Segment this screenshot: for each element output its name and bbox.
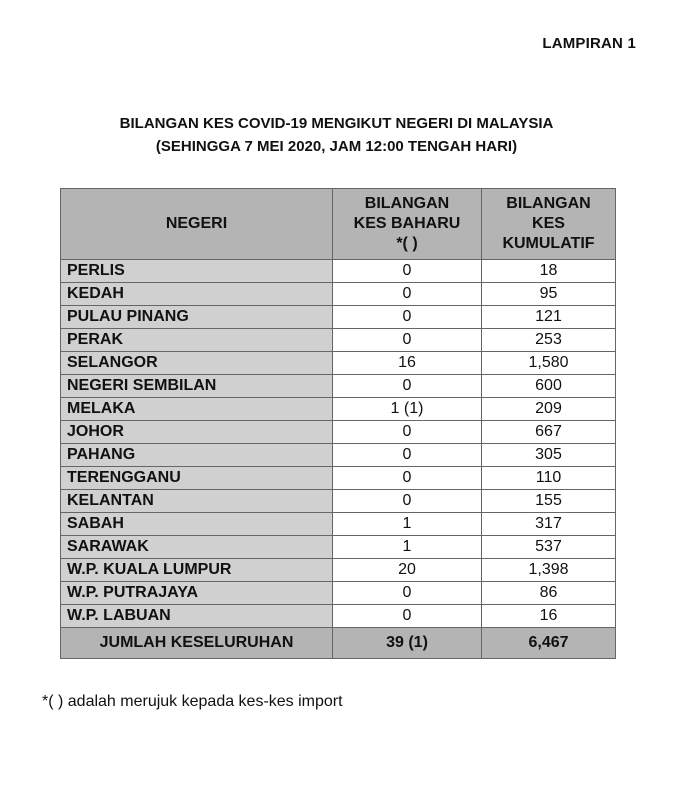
cumulative-cell: 155 <box>482 490 616 513</box>
state-cell: SELANGOR <box>61 352 333 375</box>
table-row <box>61 375 616 398</box>
state-cell: W.P. PUTRAJAYA <box>61 582 333 605</box>
header-new-cases-line-3: *( ) <box>396 235 418 252</box>
state-cell: NEGERI SEMBILAN <box>61 375 333 398</box>
table-row <box>61 444 616 467</box>
cumulative-cell: 667 <box>482 421 616 444</box>
total-new-cases: 39 (1) <box>333 628 482 659</box>
cumulative-cell: 18 <box>482 260 616 283</box>
new-cases-cell: 0 <box>333 605 482 628</box>
cumulative-cell: 317 <box>482 513 616 536</box>
cumulative-cell: 305 <box>482 444 616 467</box>
new-cases-cell: 0 <box>333 582 482 605</box>
annex-label: LAMPIRAN 1 <box>542 35 636 52</box>
table-row <box>61 260 616 283</box>
header-new-cases-line-2: KES BAHARU <box>353 215 461 232</box>
new-cases-cell: 1 (1) <box>333 398 482 421</box>
cumulative-cell: 209 <box>482 398 616 421</box>
new-cases-cell: 0 <box>333 260 482 283</box>
table-row <box>61 283 616 306</box>
document-title <box>0 112 673 158</box>
cumulative-cell: 16 <box>482 605 616 628</box>
total-label: JUMLAH KESELURUHAN <box>61 628 333 659</box>
table-row <box>61 398 616 421</box>
header-cumulative-line-1: BILANGAN <box>506 195 591 212</box>
cumulative-cell: 600 <box>482 375 616 398</box>
table-row <box>61 467 616 490</box>
state-cell: PERAK <box>61 329 333 352</box>
new-cases-cell: 0 <box>333 467 482 490</box>
cumulative-cell: 86 <box>482 582 616 605</box>
new-cases-cell: 1 <box>333 513 482 536</box>
header-new-cases-line-1: BILANGAN <box>364 195 450 212</box>
state-cell: PULAU PINANG <box>61 306 333 329</box>
new-cases-cell: 1 <box>333 536 482 559</box>
new-cases-cell: 0 <box>333 283 482 306</box>
new-cases-cell: 0 <box>333 490 482 513</box>
new-cases-cell: 0 <box>333 444 482 467</box>
table-row <box>61 329 616 352</box>
total-row <box>61 628 616 659</box>
table-row <box>61 582 616 605</box>
new-cases-cell: 0 <box>333 329 482 352</box>
header-cumulative-line-2: KES <box>532 215 565 232</box>
table-row <box>61 306 616 329</box>
table-row <box>61 352 616 375</box>
cumulative-cell: 110 <box>482 467 616 490</box>
new-cases-cell: 16 <box>333 352 482 375</box>
title-line-1: BILANGAN KES COVID-19 MENGIKUT NEGERI DI MALAYSIA <box>119 115 554 132</box>
header-cumulative-line-3: KUMULATIF <box>502 235 595 252</box>
state-cell: KEDAH <box>61 283 333 306</box>
table-row <box>61 490 616 513</box>
state-cell: MELAKA <box>61 398 333 421</box>
state-cell: SABAH <box>61 513 333 536</box>
cumulative-cell: 121 <box>482 306 616 329</box>
state-cell: PERLIS <box>61 260 333 283</box>
new-cases-cell: 0 <box>333 421 482 444</box>
table-row <box>61 559 616 582</box>
table-row <box>61 513 616 536</box>
new-cases-cell: 20 <box>333 559 482 582</box>
cumulative-cell: 537 <box>482 536 616 559</box>
state-cell: JOHOR <box>61 421 333 444</box>
table-row <box>61 536 616 559</box>
covid-cases-table <box>60 188 616 659</box>
title-line-2: (SEHINGGA 7 MEI 2020, JAM 12:00 TENGAH HARI) <box>155 138 518 155</box>
cumulative-cell: 1,398 <box>482 559 616 582</box>
cumulative-cell: 1,580 <box>482 352 616 375</box>
table-header-row <box>61 189 616 260</box>
new-cases-cell: 0 <box>333 306 482 329</box>
cumulative-cell: 253 <box>482 329 616 352</box>
header-new-cases <box>333 189 482 260</box>
state-cell: W.P. KUALA LUMPUR <box>61 559 333 582</box>
state-cell: SARAWAK <box>61 536 333 559</box>
new-cases-cell: 0 <box>333 375 482 398</box>
table-row <box>61 605 616 628</box>
state-cell: W.P. LABUAN <box>61 605 333 628</box>
footnote: *( ) adalah merujuk kepada kes-kes import <box>42 693 343 710</box>
total-cumulative: 6,467 <box>482 628 616 659</box>
state-cell: PAHANG <box>61 444 333 467</box>
cumulative-cell: 95 <box>482 283 616 306</box>
header-state: NEGERI <box>61 189 333 260</box>
state-cell: TERENGGANU <box>61 467 333 490</box>
state-cell: KELANTAN <box>61 490 333 513</box>
table-row <box>61 421 616 444</box>
header-cumulative <box>482 189 616 260</box>
